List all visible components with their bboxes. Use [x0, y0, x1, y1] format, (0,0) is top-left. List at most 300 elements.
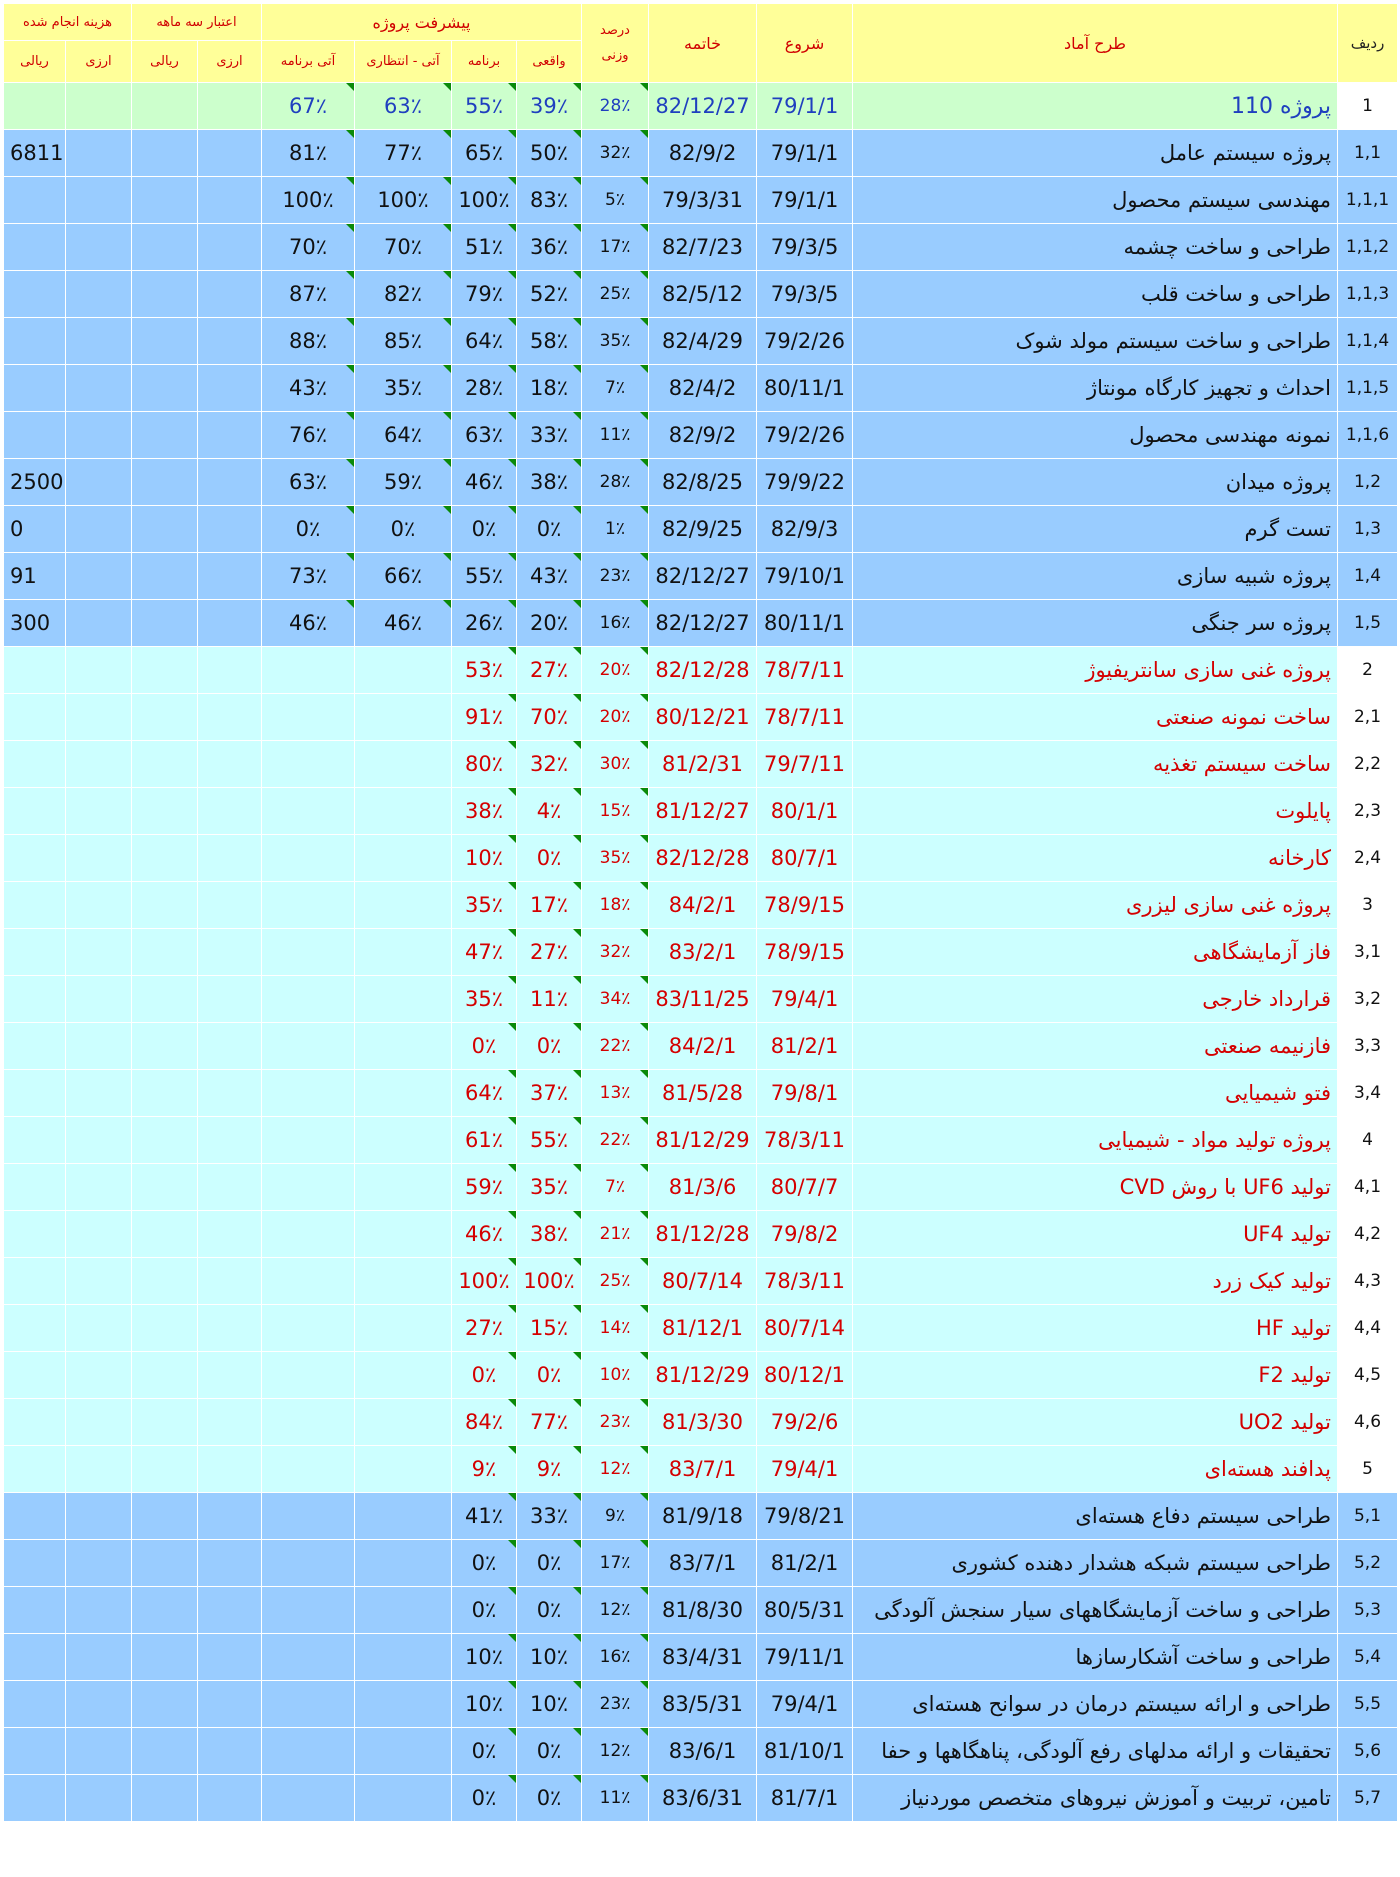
weight-cell: 9٪	[582, 1493, 649, 1540]
start-date-cell: 81/10/1	[757, 1728, 853, 1775]
project-title-cell: احداث و تجهیز کارگاه مونتاژ	[853, 365, 1338, 412]
start-date-cell: 79/1/1	[757, 130, 853, 177]
credit-rial-cell	[132, 412, 198, 459]
credit-rial-cell	[132, 318, 198, 365]
row-number-cell: 5,7	[1338, 1775, 1398, 1822]
cost-currency-cell	[66, 506, 132, 553]
planned-cell: 9٪	[452, 1446, 517, 1493]
header-row-no: ردیف	[1338, 4, 1398, 83]
future-planned-cell	[262, 1634, 355, 1681]
project-title-cell: پروژه غنی سازی لیزری	[853, 882, 1338, 929]
header-cost-rial: ریالی	[4, 41, 66, 83]
planned-cell: 10٪	[452, 835, 517, 882]
future-expected-cell	[355, 1540, 452, 1587]
start-date-cell: 79/4/1	[757, 976, 853, 1023]
cost-currency-cell	[66, 224, 132, 271]
end-date-cell: 81/9/18	[649, 1493, 757, 1540]
header-future-planned: آتی برنامه	[262, 41, 355, 83]
credit-rial-cell	[132, 788, 198, 835]
planned-cell: 100٪	[452, 1258, 517, 1305]
actual-cell: 27٪	[517, 929, 582, 976]
future-expected-cell	[355, 1164, 452, 1211]
end-date-cell: 82/12/28	[649, 835, 757, 882]
start-date-cell: 80/7/14	[757, 1305, 853, 1352]
future-planned-cell	[262, 1728, 355, 1775]
credit-currency-cell	[198, 271, 262, 318]
credit-currency-cell	[198, 1493, 262, 1540]
weight-cell: 30٪	[582, 741, 649, 788]
table-row	[4, 1164, 1398, 1211]
project-title-cell: فازنیمه صنعتی	[853, 1023, 1338, 1070]
project-title-cell: قرارداد خارجی	[853, 976, 1338, 1023]
end-date-cell: 81/12/27	[649, 788, 757, 835]
end-date-cell: 81/8/30	[649, 1587, 757, 1634]
credit-currency-cell	[198, 1070, 262, 1117]
end-date-cell: 79/3/31	[649, 177, 757, 224]
credit-currency-cell	[198, 600, 262, 647]
start-date-cell: 79/2/26	[757, 318, 853, 365]
end-date-cell: 82/4/2	[649, 365, 757, 412]
future-planned-cell	[262, 1305, 355, 1352]
row-number-cell: 2	[1338, 647, 1398, 694]
future-planned-cell: 43٪	[262, 365, 355, 412]
row-number-cell: 4,6	[1338, 1399, 1398, 1446]
table-row	[4, 318, 1398, 365]
cost-currency-cell	[66, 1258, 132, 1305]
end-date-cell: 83/6/31	[649, 1775, 757, 1822]
header-start: شروع	[757, 4, 853, 83]
cost-rial-cell	[4, 1164, 66, 1211]
start-date-cell: 79/11/1	[757, 1634, 853, 1681]
weight-cell: 17٪	[582, 224, 649, 271]
cost-rial-cell	[4, 412, 66, 459]
planned-cell: 84٪	[452, 1399, 517, 1446]
header-project: طرح آماد	[853, 4, 1338, 83]
cost-rial-cell	[4, 835, 66, 882]
planned-cell: 65٪	[452, 130, 517, 177]
actual-cell: 39٪	[517, 83, 582, 130]
start-date-cell: 80/7/7	[757, 1164, 853, 1211]
future-expected-cell	[355, 1023, 452, 1070]
row-number-cell: 5,1	[1338, 1493, 1398, 1540]
row-number-cell: 2,1	[1338, 694, 1398, 741]
table-row	[4, 1446, 1398, 1493]
weight-cell: 35٪	[582, 318, 649, 365]
actual-cell: 4٪	[517, 788, 582, 835]
future-expected-cell	[355, 1775, 452, 1822]
future-planned-cell	[262, 1258, 355, 1305]
cost-rial-cell	[4, 1258, 66, 1305]
table-row	[4, 1117, 1398, 1164]
cost-rial-cell	[4, 1211, 66, 1258]
credit-currency-cell	[198, 553, 262, 600]
planned-cell: 10٪	[452, 1681, 517, 1728]
cost-rial-cell	[4, 83, 66, 130]
credit-currency-cell	[198, 788, 262, 835]
header-weight-bottom: وزنی	[601, 48, 629, 63]
table-row	[4, 1634, 1398, 1681]
table-row	[4, 1023, 1398, 1070]
planned-cell: 59٪	[452, 1164, 517, 1211]
end-date-cell: 83/7/1	[649, 1540, 757, 1587]
credit-rial-cell	[132, 835, 198, 882]
actual-cell: 50٪	[517, 130, 582, 177]
project-title-cell: تولید UF4	[853, 1211, 1338, 1258]
actual-cell: 52٪	[517, 271, 582, 318]
table-body	[4, 83, 1398, 1822]
row-number-cell: 1,1	[1338, 130, 1398, 177]
actual-cell: 58٪	[517, 318, 582, 365]
future-planned-cell	[262, 647, 355, 694]
future-planned-cell	[262, 1023, 355, 1070]
credit-currency-cell	[198, 835, 262, 882]
project-title-cell: تولید F2	[853, 1352, 1338, 1399]
cost-rial-cell	[4, 647, 66, 694]
table-row	[4, 1728, 1398, 1775]
actual-cell: 15٪	[517, 1305, 582, 1352]
end-date-cell: 81/12/29	[649, 1352, 757, 1399]
future-expected-cell	[355, 1493, 452, 1540]
header-actual: واقعی	[517, 41, 582, 83]
weight-cell: 11٪	[582, 1775, 649, 1822]
planned-cell: 0٪	[452, 1728, 517, 1775]
planned-cell: 27٪	[452, 1305, 517, 1352]
actual-cell: 0٪	[517, 1587, 582, 1634]
row-number-cell: 1,3	[1338, 506, 1398, 553]
cost-currency-cell	[66, 1164, 132, 1211]
credit-currency-cell	[198, 1587, 262, 1634]
project-title-cell: پروژه سیستم عامل	[853, 130, 1338, 177]
weight-cell: 32٪	[582, 130, 649, 177]
project-title-cell: پدافند هسته‌ای	[853, 1446, 1338, 1493]
future-expected-cell	[355, 1634, 452, 1681]
project-title-cell: طراحی و ساخت آشکارسازها	[853, 1634, 1338, 1681]
future-planned-cell: 46٪	[262, 600, 355, 647]
planned-cell: 46٪	[452, 459, 517, 506]
cost-rial-cell	[4, 1587, 66, 1634]
future-expected-cell	[355, 741, 452, 788]
credit-rial-cell	[132, 506, 198, 553]
future-planned-cell	[262, 1117, 355, 1164]
cost-rial-cell	[4, 177, 66, 224]
cost-currency-cell	[66, 365, 132, 412]
end-date-cell: 81/5/28	[649, 1070, 757, 1117]
credit-rial-cell	[132, 459, 198, 506]
actual-cell: 0٪	[517, 1775, 582, 1822]
start-date-cell: 79/8/21	[757, 1493, 853, 1540]
future-planned-cell	[262, 835, 355, 882]
planned-cell: 0٪	[452, 1352, 517, 1399]
header-end: خاتمه	[649, 4, 757, 83]
credit-rial-cell	[132, 1540, 198, 1587]
start-date-cell: 78/3/11	[757, 1117, 853, 1164]
row-number-cell: 5,2	[1338, 1540, 1398, 1587]
credit-currency-cell	[198, 976, 262, 1023]
project-title-cell: نمونه مهندسی محصول	[853, 412, 1338, 459]
end-date-cell: 83/6/1	[649, 1728, 757, 1775]
future-expected-cell	[355, 976, 452, 1023]
weight-cell: 21٪	[582, 1211, 649, 1258]
project-title-cell: طراحی سیستم شبکه هشدار دهنده کشوری	[853, 1540, 1338, 1587]
planned-cell: 26٪	[452, 600, 517, 647]
cost-currency-cell	[66, 130, 132, 177]
cost-currency-cell	[66, 553, 132, 600]
start-date-cell: 79/4/1	[757, 1446, 853, 1493]
project-title-cell: طراحی و ساخت آزمایشگاههای سیار سنجش آلودگی	[853, 1587, 1338, 1634]
cost-rial-cell: 6811	[4, 130, 66, 177]
row-number-cell: 1,5	[1338, 600, 1398, 647]
cost-rial-cell	[4, 1540, 66, 1587]
table-row	[4, 1587, 1398, 1634]
credit-currency-cell	[198, 412, 262, 459]
cost-currency-cell	[66, 271, 132, 318]
actual-cell: 27٪	[517, 647, 582, 694]
credit-currency-cell	[198, 506, 262, 553]
future-expected-cell: 66٪	[355, 553, 452, 600]
credit-rial-cell	[132, 365, 198, 412]
weight-cell: 5٪	[582, 177, 649, 224]
future-expected-cell	[355, 1587, 452, 1634]
header-weight	[582, 4, 649, 83]
planned-cell: 55٪	[452, 83, 517, 130]
end-date-cell: 80/7/14	[649, 1258, 757, 1305]
end-date-cell: 81/2/31	[649, 741, 757, 788]
planned-cell: 63٪	[452, 412, 517, 459]
cost-currency-cell	[66, 83, 132, 130]
weight-cell: 34٪	[582, 976, 649, 1023]
cost-rial-cell	[4, 224, 66, 271]
row-number-cell: 1,1,3	[1338, 271, 1398, 318]
start-date-cell: 80/11/1	[757, 365, 853, 412]
credit-currency-cell	[198, 130, 262, 177]
project-title-cell: پروژه میدان	[853, 459, 1338, 506]
future-expected-cell: 85٪	[355, 318, 452, 365]
cost-currency-cell	[66, 835, 132, 882]
credit-rial-cell	[132, 1258, 198, 1305]
header-credit-currency: ارزی	[198, 41, 262, 83]
project-title-cell: پروژه سر جنگی	[853, 600, 1338, 647]
project-title-cell: طراحی و ساخت سیستم مولد شوک	[853, 318, 1338, 365]
future-expected-cell: 70٪	[355, 224, 452, 271]
credit-currency-cell	[198, 1446, 262, 1493]
cost-currency-cell	[66, 788, 132, 835]
actual-cell: 20٪	[517, 600, 582, 647]
start-date-cell: 79/7/11	[757, 741, 853, 788]
table-row	[4, 1540, 1398, 1587]
table-row	[4, 788, 1398, 835]
planned-cell: 55٪	[452, 553, 517, 600]
table-row	[4, 177, 1398, 224]
header-weight-top: درصد	[600, 23, 630, 38]
start-date-cell: 79/10/1	[757, 553, 853, 600]
cost-rial-cell	[4, 741, 66, 788]
project-title-cell: پروژه تولید مواد - شیمیایی	[853, 1117, 1338, 1164]
weight-cell: 23٪	[582, 1399, 649, 1446]
future-planned-cell: 0٪	[262, 506, 355, 553]
start-date-cell: 78/3/11	[757, 1258, 853, 1305]
credit-rial-cell	[132, 1493, 198, 1540]
project-title-cell: طراحی و ساخت چشمه	[853, 224, 1338, 271]
start-date-cell: 79/2/26	[757, 412, 853, 459]
weight-cell: 17٪	[582, 1540, 649, 1587]
actual-cell: 32٪	[517, 741, 582, 788]
weight-cell: 25٪	[582, 271, 649, 318]
cost-currency-cell	[66, 1211, 132, 1258]
project-title-cell: تامین، تربیت و آموزش نیروهای متخصص موردنیاز	[853, 1775, 1338, 1822]
weight-cell: 20٪	[582, 647, 649, 694]
project-title-cell: پروژه 110	[853, 83, 1338, 130]
project-title-cell: طراحی و ساخت قلب	[853, 271, 1338, 318]
row-number-cell: 3,3	[1338, 1023, 1398, 1070]
planned-cell: 64٪	[452, 318, 517, 365]
cost-currency-cell	[66, 1117, 132, 1164]
credit-rial-cell	[132, 1634, 198, 1681]
credit-currency-cell	[198, 1728, 262, 1775]
actual-cell: 0٪	[517, 1352, 582, 1399]
credit-currency-cell	[198, 224, 262, 271]
start-date-cell: 80/5/31	[757, 1587, 853, 1634]
table-row	[4, 553, 1398, 600]
row-number-cell: 3	[1338, 882, 1398, 929]
future-expected-cell	[355, 1728, 452, 1775]
row-number-cell: 5,4	[1338, 1634, 1398, 1681]
credit-currency-cell	[198, 1258, 262, 1305]
end-date-cell: 82/9/2	[649, 130, 757, 177]
planned-cell: 61٪	[452, 1117, 517, 1164]
future-planned-cell	[262, 1493, 355, 1540]
future-expected-cell: 63٪	[355, 83, 452, 130]
cost-rial-cell	[4, 1634, 66, 1681]
credit-currency-cell	[198, 1352, 262, 1399]
weight-cell: 7٪	[582, 1164, 649, 1211]
table-row	[4, 882, 1398, 929]
weight-cell: 14٪	[582, 1305, 649, 1352]
start-date-cell: 79/3/5	[757, 224, 853, 271]
weight-cell: 12٪	[582, 1446, 649, 1493]
planned-cell: 51٪	[452, 224, 517, 271]
future-expected-cell: 82٪	[355, 271, 452, 318]
cost-rial-cell	[4, 1399, 66, 1446]
row-number-cell: 5,5	[1338, 1681, 1398, 1728]
end-date-cell: 83/5/31	[649, 1681, 757, 1728]
planned-cell: 41٪	[452, 1493, 517, 1540]
planned-cell: 28٪	[452, 365, 517, 412]
start-date-cell: 78/9/15	[757, 929, 853, 976]
cost-currency-cell	[66, 1634, 132, 1681]
header-row-1	[4, 4, 1398, 41]
credit-currency-cell	[198, 177, 262, 224]
cost-rial-cell	[4, 1117, 66, 1164]
future-expected-cell	[355, 1305, 452, 1352]
future-planned-cell	[262, 1446, 355, 1493]
cost-currency-cell	[66, 1446, 132, 1493]
header-progress: پیشرفت پروژه	[262, 4, 582, 41]
future-expected-cell	[355, 1211, 452, 1258]
future-expected-cell	[355, 788, 452, 835]
credit-currency-cell	[198, 459, 262, 506]
project-title-cell: پروژه شبیه سازی	[853, 553, 1338, 600]
start-date-cell: 79/8/2	[757, 1211, 853, 1258]
future-expected-cell: 46٪	[355, 600, 452, 647]
weight-cell: 32٪	[582, 929, 649, 976]
end-date-cell: 82/9/25	[649, 506, 757, 553]
credit-rial-cell	[132, 929, 198, 976]
table-row	[4, 1775, 1398, 1822]
cost-rial-cell: 0	[4, 506, 66, 553]
future-planned-cell: 70٪	[262, 224, 355, 271]
actual-cell: 9٪	[517, 1446, 582, 1493]
planned-cell: 0٪	[452, 1023, 517, 1070]
actual-cell: 38٪	[517, 459, 582, 506]
future-expected-cell	[355, 1117, 452, 1164]
cost-rial-cell	[4, 271, 66, 318]
start-date-cell: 79/3/5	[757, 271, 853, 318]
row-number-cell: 4,1	[1338, 1164, 1398, 1211]
project-title-cell: تولید UF6 با روش CVD	[853, 1164, 1338, 1211]
cost-currency-cell	[66, 1775, 132, 1822]
cost-currency-cell	[66, 976, 132, 1023]
weight-cell: 22٪	[582, 1117, 649, 1164]
credit-rial-cell	[132, 1070, 198, 1117]
end-date-cell: 84/2/1	[649, 1023, 757, 1070]
start-date-cell: 81/7/1	[757, 1775, 853, 1822]
weight-cell: 28٪	[582, 459, 649, 506]
planned-cell: 38٪	[452, 788, 517, 835]
header-future-expected: آتی - انتظاری	[355, 41, 452, 83]
weight-cell: 10٪	[582, 1352, 649, 1399]
future-expected-cell: 64٪	[355, 412, 452, 459]
actual-cell: 0٪	[517, 1023, 582, 1070]
start-date-cell: 80/11/1	[757, 600, 853, 647]
end-date-cell: 82/5/12	[649, 271, 757, 318]
actual-cell: 55٪	[517, 1117, 582, 1164]
cost-currency-cell	[66, 741, 132, 788]
cost-currency-cell	[66, 318, 132, 365]
weight-cell: 35٪	[582, 835, 649, 882]
actual-cell: 0٪	[517, 835, 582, 882]
weight-cell: 12٪	[582, 1587, 649, 1634]
future-planned-cell	[262, 741, 355, 788]
weight-cell: 23٪	[582, 1681, 649, 1728]
cost-rial-cell	[4, 1681, 66, 1728]
future-expected-cell	[355, 1399, 452, 1446]
future-planned-cell	[262, 1211, 355, 1258]
start-date-cell: 79/1/1	[757, 83, 853, 130]
credit-currency-cell	[198, 694, 262, 741]
cost-rial-cell	[4, 882, 66, 929]
end-date-cell: 81/3/6	[649, 1164, 757, 1211]
cost-rial-cell	[4, 1023, 66, 1070]
row-number-cell: 1	[1338, 83, 1398, 130]
credit-rial-cell	[132, 741, 198, 788]
table-row	[4, 506, 1398, 553]
future-expected-cell	[355, 647, 452, 694]
start-date-cell: 81/2/1	[757, 1023, 853, 1070]
credit-rial-cell	[132, 1117, 198, 1164]
cost-rial-cell	[4, 1728, 66, 1775]
cost-currency-cell	[66, 1681, 132, 1728]
row-number-cell: 1,1,5	[1338, 365, 1398, 412]
start-date-cell: 78/9/15	[757, 882, 853, 929]
future-expected-cell	[355, 1070, 452, 1117]
start-date-cell: 79/4/1	[757, 1681, 853, 1728]
end-date-cell: 81/3/30	[649, 1399, 757, 1446]
future-expected-cell: 77٪	[355, 130, 452, 177]
weight-cell: 25٪	[582, 1258, 649, 1305]
credit-rial-cell	[132, 177, 198, 224]
actual-cell: 33٪	[517, 1493, 582, 1540]
future-expected-cell	[355, 835, 452, 882]
